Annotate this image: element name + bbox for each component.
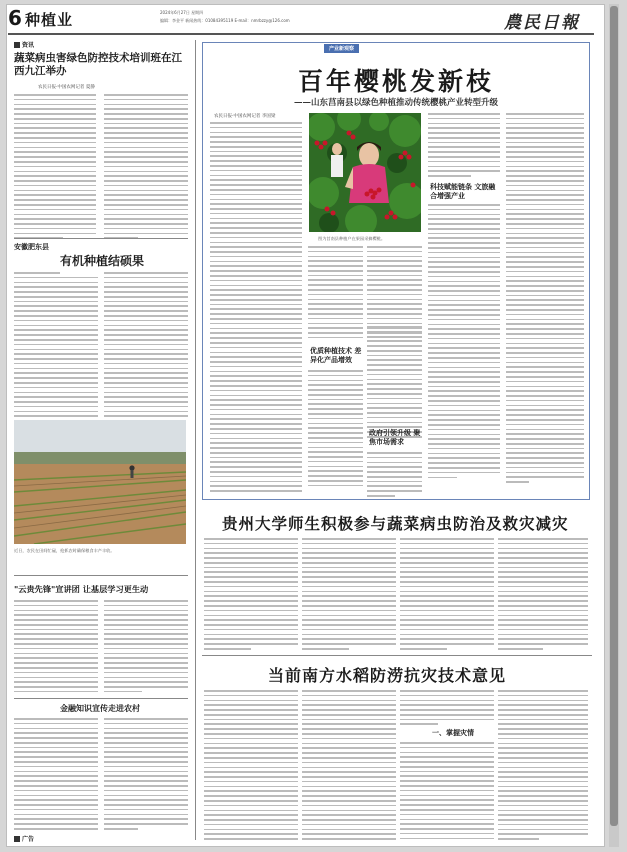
divider [14, 698, 188, 699]
bottom1-body-col4 [498, 538, 588, 653]
feature-body-col2a [308, 246, 363, 342]
field-photo [14, 420, 186, 544]
feature-title: 百年樱桃发新枝 [297, 67, 494, 96]
section-heading-2: 优质种植技术 差异化产品增效 [310, 346, 362, 365]
column-divider [195, 40, 196, 840]
feature-body-col1 [210, 122, 302, 495]
article4-body-col1 [14, 718, 98, 833]
page-section-name: 种植业 [25, 11, 74, 29]
bottom1-body-col1 [204, 538, 298, 653]
article2-title: 有机种植结硕果 [60, 254, 145, 268]
feature-body-col2d [367, 326, 422, 441]
bottom2-section-heading: 一、掌握灾情 [432, 728, 474, 737]
page-header [8, 6, 594, 33]
divider [14, 575, 188, 576]
bottom2-body-col2 [302, 690, 396, 843]
feature-body-col3a [428, 113, 500, 180]
article2-body-col2 [104, 272, 188, 425]
article4-body-col2 [104, 718, 188, 833]
article1-body-col1 [14, 94, 96, 242]
newspaper-brand: 農民日報 [504, 13, 580, 33]
cherry-photo-caption: 图为莒南县种植户在果园采摘樱桃。 [318, 236, 386, 241]
bottom1-body-col2 [302, 538, 396, 653]
page-number: 6 [8, 6, 22, 30]
article3-body-col2 [104, 600, 188, 696]
feature-body-col3b [428, 204, 500, 481]
article2-kicker: 安徽肥东县 [14, 242, 49, 251]
ad-tag: 广告 [14, 834, 34, 843]
header-rule [8, 33, 594, 35]
bottom2-body-col1 [204, 690, 298, 843]
bottom-article1-title: 贵州大学师生积极参与蔬菜病虫防治及救灾减灾 [222, 514, 569, 533]
divider [14, 238, 188, 239]
cherry-harvest-photo [309, 113, 421, 232]
article3-title: "云贵先锋"宣讲团 让基层学习更生动 [14, 584, 149, 594]
bottom2-body-col3a [400, 690, 494, 728]
feature-body-col2c [308, 370, 363, 490]
field-photo-caption: 近日，农民在田间忙碌，抢抓农时确保粮食丰产丰收。 [14, 548, 115, 553]
article3-body-col1 [14, 600, 98, 696]
feature-body-col4 [506, 113, 584, 486]
feature-byline: 农民日报·中国农网记者 李国梁 [214, 114, 276, 119]
section-heading-1: 科技赋能链条 文旅融合增强产业 [430, 182, 496, 201]
bottom1-body-col3 [400, 538, 494, 653]
scrollbar[interactable] [609, 4, 619, 847]
article2-body-col1 [14, 272, 98, 425]
article1-body-col2 [104, 94, 188, 242]
article4-title: 金融知识宣传走进农村 [60, 703, 140, 713]
header-date: 2024年6月27日 星期四 [160, 10, 204, 15]
news-tag: 资讯 [14, 40, 34, 49]
scrollbar-thumb[interactable] [610, 6, 618, 826]
bottom-article2-title: 当前南方水稻防涝抗灾技术意见 [268, 666, 507, 685]
header-editors: 编辑：李金平 新闻热线：01084395119 E-mail：nmrbzzy@126.com [160, 18, 290, 23]
feature-body-col2e [367, 452, 422, 500]
feature-tag: 产业新观察 [324, 44, 359, 53]
bottom2-body-col3b [400, 742, 494, 842]
article1-title: 蔬菜病虫害绿色防控技术培训班在江西九江举办 [14, 52, 182, 78]
feature-subtitle: ——山东莒南县以绿色种植推动传统樱桃产业转型升级 [293, 98, 498, 108]
section-heading-3: 政府引领升级 聚焦市场需求 [369, 428, 421, 447]
divider [202, 655, 592, 656]
article1-byline: 农民日报·中国农网记者 夏静 [38, 85, 95, 90]
bottom2-body-col4 [498, 690, 588, 843]
